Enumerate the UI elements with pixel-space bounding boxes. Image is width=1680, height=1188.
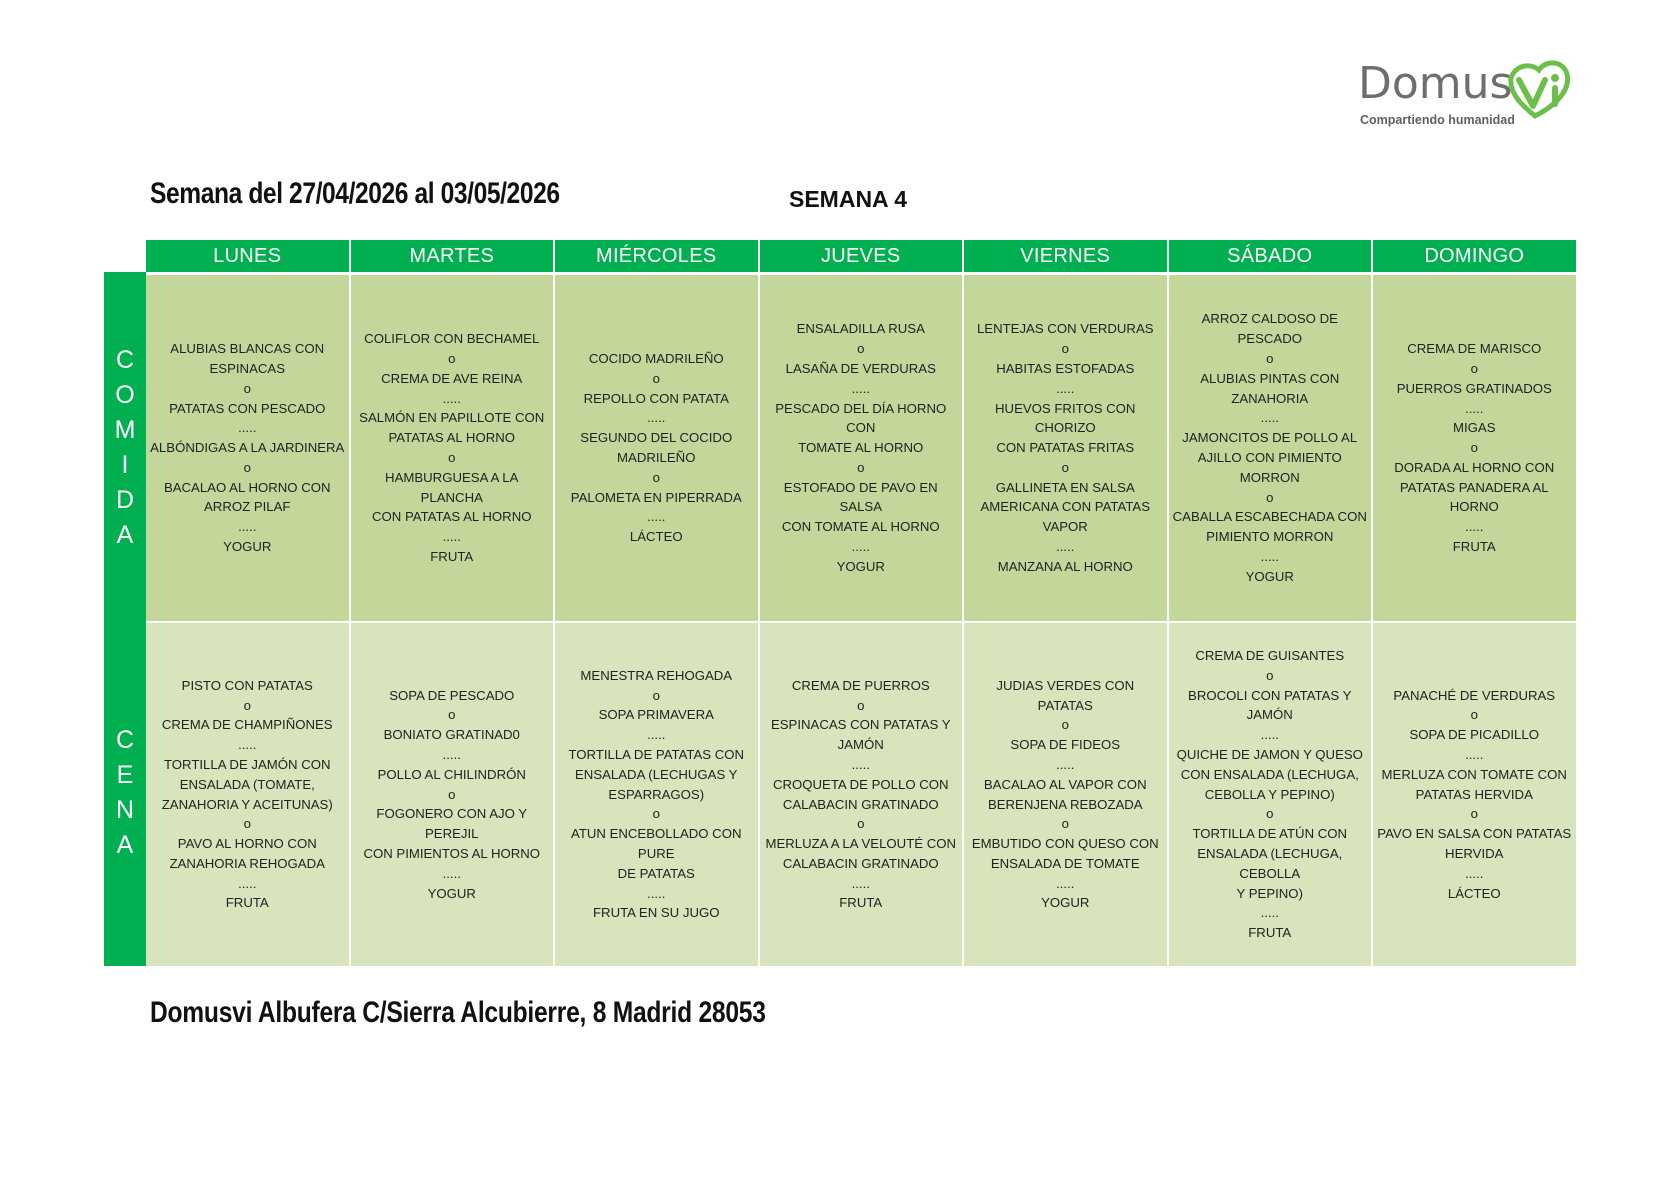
dish-line: o <box>1470 440 1478 456</box>
leaf-heart-icon <box>1505 58 1571 120</box>
dish-line: CALABACIN GRATINADO <box>782 796 939 812</box>
dinner-cell-lunes <box>146 623 349 966</box>
lunch-cell-martes <box>351 275 554 621</box>
dish-line: HERVIDA <box>1445 845 1504 861</box>
lunch-cell-miércoles <box>555 275 758 621</box>
dish-line: o <box>1470 806 1478 822</box>
dish-line: ..... <box>1465 400 1484 416</box>
dish-line: DE PATATAS <box>617 865 695 881</box>
dish-line: ..... <box>238 875 257 891</box>
dish-line: AMERICANA CON PATATAS <box>980 499 1150 515</box>
meal-label-letter: C <box>115 345 135 374</box>
meal-label-letter: E <box>116 761 134 789</box>
dish-line: SOPA DE PESCADO <box>389 687 515 703</box>
dish-line: PANACHÉ DE VERDURAS <box>1393 687 1556 703</box>
meal-label-letter: I <box>121 450 129 479</box>
dish-line: COCIDO MADRILEÑO <box>588 351 724 367</box>
dish-line: ..... <box>647 509 666 525</box>
dish-line: MERLUZA A LA VELOUTÉ CON <box>765 836 957 852</box>
dish-line: ..... <box>1465 519 1484 535</box>
dish-line: HABITAS ESTOFADAS <box>996 360 1135 376</box>
dinner-row-label <box>104 620 146 966</box>
dinner-cell-domingo <box>1373 623 1576 966</box>
dish-line: SOPA PRIMAVERA <box>598 707 714 723</box>
meal-label-letter: N <box>115 796 135 824</box>
dish-line: ALUBIAS BLANCAS CON <box>170 341 325 357</box>
dish-line: o <box>448 450 456 465</box>
dish-line: VAPOR <box>1042 519 1088 535</box>
dish-line: COLIFLOR CON BECHAMEL <box>364 331 540 347</box>
dish-line: SOPA DE FIDEOS <box>1010 737 1121 753</box>
day-header-2: MARTES <box>351 240 554 272</box>
dish-line: MORRON <box>1239 469 1300 485</box>
week-range-title: Semana del 27/04/2026 al 03/05/2026 <box>150 177 560 210</box>
dish-line: PATATAS HERVIDA <box>1415 786 1533 802</box>
weekly-menu-table <box>104 240 1572 966</box>
dish-line: CON PATATAS FRITAS <box>996 440 1135 456</box>
dinner-cell-sábado <box>1169 623 1372 966</box>
dish-line: TORTILLA DE JAMÓN CON <box>163 756 331 772</box>
day-header-3: MIÉRCOLES <box>555 240 758 272</box>
dish-line: ENSALADA (LECHUGAS Y <box>575 766 738 782</box>
dish-line: ..... <box>1056 875 1075 891</box>
dish-line: ESPINACAS CON PATATAS Y <box>770 717 951 733</box>
dish-line: GALLINETA EN SALSA <box>995 479 1135 495</box>
dish-line: YOGUR <box>836 558 885 574</box>
dish-line: ..... <box>442 529 461 545</box>
dish-line: HAMBURGUESA A LA PLANCHA <box>385 469 519 505</box>
dish-line: TOMATE AL HORNO <box>798 440 924 456</box>
dish-line: POLLO AL CHILINDRÓN <box>377 766 526 782</box>
dish-line: ALUBIAS PINTAS CON <box>1200 370 1340 386</box>
dish-line: ..... <box>851 539 870 555</box>
dish-line: CREMA DE GUISANTES <box>1195 648 1345 664</box>
dish-line: EMBUTIDO CON QUESO CON <box>971 836 1159 852</box>
dish-line: ..... <box>647 885 666 901</box>
dish-line: JAMÓN <box>1246 707 1293 723</box>
dish-line: BACALAO AL VAPOR CON <box>983 776 1147 792</box>
dish-line: LÁCTEO <box>629 529 683 545</box>
dish-line: CREMA DE MARISCO <box>1407 341 1542 357</box>
dish-line: HUEVOS FRITOS CON CHORIZO <box>995 400 1136 436</box>
dish-line: ..... <box>1260 548 1279 564</box>
dish-line: o <box>857 341 865 357</box>
dish-line: o <box>243 697 251 713</box>
dish-line: SEGUNDO DEL COCIDO <box>580 430 733 446</box>
dish-line: ..... <box>1260 727 1279 743</box>
dish-line: YOGUR <box>1041 895 1090 911</box>
dish-line: CON TOMATE AL HORNO <box>781 519 940 535</box>
dish-line: PESCADO DEL DÍA HORNO CON <box>775 400 947 436</box>
dish-line: ..... <box>238 519 257 535</box>
dish-line: CROQUETA DE POLLO CON <box>772 776 949 792</box>
dish-line: PIMIENTO MORRON <box>1206 529 1334 545</box>
meal-label-letter: C <box>115 726 135 754</box>
dish-line: PATATAS PANADERA AL HORNO <box>1399 479 1549 515</box>
dish-line: LÁCTEO <box>1447 885 1501 901</box>
dish-line: o <box>1266 489 1274 505</box>
dish-line: ..... <box>442 865 461 881</box>
lunch-cell-sábado <box>1169 275 1372 621</box>
dinner-cell-viernes <box>964 623 1167 966</box>
dish-line: o <box>1266 667 1274 683</box>
dish-line: SOPA DE PICADILLO <box>1409 727 1539 743</box>
meal-label-letter: A <box>116 520 134 549</box>
dish-line: YOGUR <box>427 885 476 901</box>
dish-line: o <box>1061 816 1069 832</box>
dish-line: ZANAHORIA REHOGADA <box>169 855 325 871</box>
dish-line: TORTILLA DE PATATAS CON <box>568 747 745 762</box>
meal-label-letter: M <box>114 415 136 444</box>
dish-line: ..... <box>442 747 461 762</box>
dish-line: MIGAS <box>1453 420 1496 436</box>
meal-label-letter: D <box>115 485 135 514</box>
dish-line: FRUTA <box>1248 925 1292 941</box>
dish-line: ESPARRAGOS) <box>608 786 705 802</box>
dinner-cell-martes <box>351 623 554 966</box>
dish-line: o <box>652 806 660 822</box>
dish-line: ESPINACAS <box>209 360 285 376</box>
dish-line: o <box>1061 341 1069 357</box>
dish-line: FRUTA <box>839 895 883 911</box>
dish-line: o <box>652 370 660 386</box>
dish-line: o <box>1470 707 1478 723</box>
dish-line: CREMA DE PUERROS <box>791 677 930 693</box>
dinner-cell-miércoles <box>555 623 758 966</box>
dish-line: ..... <box>442 390 461 406</box>
dish-line: ..... <box>238 737 257 753</box>
dish-line: MADRILEÑO <box>617 450 696 465</box>
lunch-cell-jueves <box>760 275 963 621</box>
dish-line: MENESTRA REHOGADA <box>580 667 733 683</box>
week-number-label: SEMANA 4 <box>789 186 907 212</box>
dish-line: CEBOLLA Y PEPINO) <box>1204 786 1335 802</box>
dish-line: ..... <box>238 420 257 436</box>
dish-line: o <box>1061 459 1069 475</box>
dish-line: FOGONERO CON AJO Y PEREJIL <box>376 806 528 842</box>
day-header-1: LUNES <box>146 240 349 272</box>
dish-line: FRUTA <box>430 548 474 564</box>
dish-line: ARROZ PILAF <box>204 499 291 515</box>
dish-line: ..... <box>1260 410 1279 426</box>
day-header-7: DOMINGO <box>1373 240 1576 272</box>
domusvi-logo <box>1358 58 1588 130</box>
dish-line: REPOLLO CON PATATA <box>583 390 729 406</box>
dish-line: CON PATATAS AL HORNO <box>372 509 532 525</box>
residence-address: Domusvi Albufera C/Sierra Alcubierre, 8 Madrid 28053 <box>150 996 766 1029</box>
dish-line: o <box>1266 351 1274 367</box>
day-header-4: JUEVES <box>760 240 963 272</box>
dish-line: PISTO CON PATATAS <box>181 677 313 693</box>
meal-label-letter: O <box>115 380 135 409</box>
dish-line: ZANAHORIA <box>1231 390 1309 406</box>
dish-line: CREMA DE AVE REINA <box>381 370 523 386</box>
dish-line: LASAÑA DE VERDURAS <box>785 360 936 376</box>
dish-line: o <box>243 380 251 396</box>
dinner-cell-jueves <box>760 623 963 966</box>
dish-line: ENSALADA (LECHUGA, CEBOLLA <box>1197 845 1343 881</box>
dish-line: AJILLO CON PIMIENTO <box>1197 450 1342 465</box>
dish-line: PALOMETA EN PIPERRADA <box>570 489 742 505</box>
dish-line: ..... <box>1465 747 1484 762</box>
dish-line: BACALAO AL HORNO CON <box>163 479 331 495</box>
dish-line: CABALLA ESCABECHADA CON <box>1172 509 1367 525</box>
dish-line: CALABACIN GRATINADO <box>782 855 939 871</box>
dish-line: ..... <box>1465 865 1484 881</box>
dish-line: DORADA AL HORNO CON <box>1394 459 1555 475</box>
logo-wordmark: Domus <box>1358 58 1513 109</box>
dish-line: o <box>243 816 251 832</box>
lunch-row-label <box>104 272 146 623</box>
dish-line: ..... <box>647 727 666 743</box>
dish-line: PAVO AL HORNO CON <box>177 836 317 852</box>
dish-line: ..... <box>851 756 870 772</box>
dish-line: JUDIAS VERDES CON PATATAS <box>996 677 1135 713</box>
logo-tagline: Compartiendo humanidad <box>1360 113 1515 127</box>
dish-line: BROCOLI CON PATATAS Y <box>1188 687 1352 703</box>
dish-line: ..... <box>1056 539 1075 555</box>
dish-line: ESTOFADO DE PAVO EN SALSA <box>783 479 938 515</box>
dish-line: o <box>1061 717 1069 733</box>
lunch-cell-domingo <box>1373 275 1576 621</box>
dish-line: PATATAS CON PESCADO <box>169 400 326 416</box>
dish-line: o <box>857 459 865 475</box>
lunch-cell-lunes <box>146 275 349 621</box>
lunch-cell-viernes <box>964 275 1167 621</box>
dish-line: MANZANA AL HORNO <box>997 558 1133 574</box>
dish-line: YOGUR <box>1245 568 1294 584</box>
dish-line: ENSALADILLA RUSA <box>796 321 925 337</box>
dish-line: Y PEPINO) <box>1236 885 1303 901</box>
dish-line: LENTEJAS CON VERDURAS <box>976 321 1154 337</box>
dish-line: ..... <box>1056 756 1075 772</box>
day-header-6: SÁBADO <box>1169 240 1372 272</box>
day-header-5: VIERNES <box>964 240 1167 272</box>
dish-line: PUERROS GRATINADOS <box>1396 380 1552 396</box>
dish-line: o <box>652 687 660 703</box>
dish-line: ..... <box>1260 905 1279 921</box>
dish-line: o <box>1470 360 1478 376</box>
dish-line: ..... <box>1056 380 1075 396</box>
dish-line: FRUTA <box>225 895 269 911</box>
dish-line: ENSALADA (TOMATE, <box>179 776 315 792</box>
dish-line: FRUTA <box>1452 539 1496 555</box>
dish-line: ZANAHORIA Y ACEITUNAS) <box>161 796 333 812</box>
dish-line: BERENJENA REBOZADA <box>987 796 1143 812</box>
dish-line: BONIATO GRATINAD0 <box>383 727 520 743</box>
dish-line: SALMÓN EN PAPILLOTE CON <box>359 410 545 426</box>
dish-line: JAMÓN <box>837 737 884 753</box>
dish-line: FRUTA EN SU JUGO <box>592 905 720 921</box>
dish-line: CON PIMIENTOS AL HORNO <box>363 845 541 861</box>
dish-line: o <box>857 816 865 832</box>
dish-line: o <box>448 707 456 723</box>
dish-line: QUICHE DE JAMON Y QUESO <box>1176 747 1363 762</box>
dish-line: o <box>448 351 456 367</box>
dish-line: TORTILLA DE ATÚN CON <box>1192 826 1348 842</box>
dish-line: o <box>652 469 660 485</box>
dish-line: YOGUR <box>223 539 272 555</box>
dish-line: o <box>448 786 456 802</box>
meal-label-letter: A <box>116 831 134 859</box>
dish-line: ENSALADA DE TOMATE <box>990 855 1140 871</box>
dish-line: o <box>857 697 865 713</box>
dish-line: ..... <box>851 875 870 891</box>
dish-line: MERLUZA CON TOMATE CON <box>1381 766 1567 782</box>
dish-line: CON ENSALADA (LECHUGA, <box>1180 766 1359 782</box>
dish-line: ..... <box>647 410 666 426</box>
dish-line: JAMONCITOS DE POLLO AL <box>1182 430 1358 446</box>
dish-line: PATATAS AL HORNO <box>388 430 516 446</box>
dish-line: ALBÓNDIGAS A LA JARDINERA <box>150 440 345 456</box>
dish-line: ARROZ CALDOSO DE PESCADO <box>1201 311 1338 347</box>
dish-line: PAVO EN SALSA CON PATATAS <box>1377 826 1572 842</box>
dish-line: CREMA DE CHAMPIÑONES <box>161 717 333 733</box>
dish-line: ATUN ENCEBOLLADO CON PURE <box>571 826 742 861</box>
dish-line: o <box>1266 806 1274 822</box>
dish-line: ..... <box>851 380 870 396</box>
dish-line: o <box>243 459 251 475</box>
